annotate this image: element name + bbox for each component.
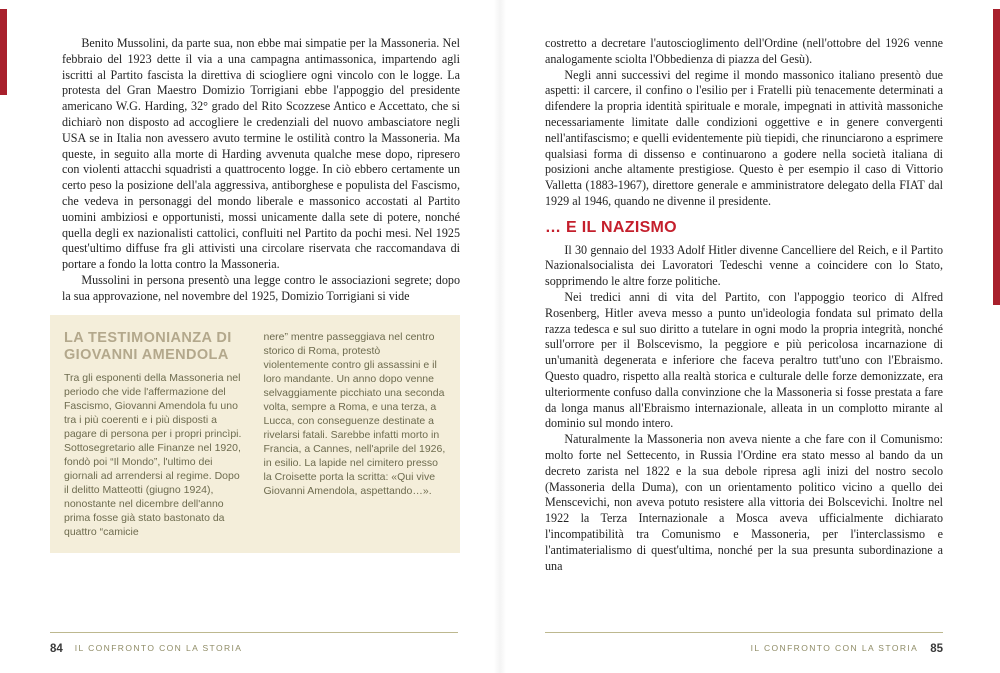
right-page-text-column <box>545 36 943 574</box>
sidebar-column-1 <box>64 330 247 539</box>
paragraph: Mussolini in persona presentò una legge contro le associazioni segrete; dopo la sua approvazione, nel novembre del 1925, Domizio Torrigiani si vide <box>62 272 460 303</box>
paragraph: costretto a decretare l'autoscioglimento dell'Ordine (nell'ottobre del 1926 venne analogamente sciolta l'Obbedienza di piazza del Gesù). <box>545 36 943 66</box>
paragraph: Benito Mussolini, da parte sua, non ebbe mai simpatie per la Massoneria. Nel febbraio del 1923 dette il via a una campagna antimassonica, impartendo agli iscritti al Partito fascista la direttiva di sciogliere ogni vincolo con le logge. La protesta del Gran Maestro Domizio Torrigiani ebbe l'appoggio del presidente americano W.G. Harding, 32° grado del Rito Scozzese Antico e Accettato, che si dichiarò non disposto ad accogliere le credenziali del nuovo ambasciatore negli USA se in Italia non avessero avuto termine le ostilità contro la Massoneria. Ma queste, in seguito alla morte di Harding avvenuta qualche mese dopo, ripresero con violenti attacchi squadristi a quattrocento logge. In ciò ebbero certamente un certo peso la posizione dell'ala aggressiva, antiborghese e populista del Fascismo, che vedeva in personaggi del mondo liberale e massonico accostati al Partito uomini ambiziosi e opportunisti, mossi unicamente dalla sete di potere, nonché quella degli ex nazionalisti cattolici, confluiti nel Partito da pochi mesi. Nel 1925 quest'ultimo diffuse fra gli attivisti una circolare riservata che raccomandava di portare a fondo la lotta contro la Massoneria. <box>62 36 460 272</box>
amendola-testimony-sidebar <box>50 315 460 553</box>
sidebar-column-2 <box>264 330 447 539</box>
running-footer-label: IL CONFRONTO CON LA STORIA <box>74 643 243 653</box>
paragraph: Naturalmente la Massoneria non aveva niente a che fare con il Comunismo: molto forte nel Settecento, in Russia l'Ordine era stato messo al bando da un decreto zarista nel 1822 e la sua debole ripresa agli inizi del nostro secolo (Massoneria della Duma), con un orientamento politico vicino a quello dei Menscevichi, non aveva potuto resistere alla vittoria dei Bolscevichi. Inoltre nel 1922 la Terza Internazionale a Mosca aveva ufficialmente dichiarato l'incompatibilità tra Comunismo e Massoneria, per l'interclassismo e l'antimaterialismo di quest'ultima, nonché per la sua presunta subordinazione a una <box>545 432 943 573</box>
right-page-footer <box>545 639 943 657</box>
section-heading-nazismo: … E IL NAZISMO <box>545 218 677 236</box>
paragraph: Negli anni successivi del regime il mondo massonico italiano presentò due aspetti: il carcere, il confino o l'esilio per i Fratelli più tenacemente determinati a difendere la propria identità spirituale e morale, impegnati in attività massoniche necessariamente limitate dalle condizioni oggettive e in genere convergenti nell'antifascismo; e quelli evidentemente più tiepidi, che rinunciarono a esprimere qualsiasi forma di dissenso e continuarono a godere nella società italiana di posizioni anche altamente prestigiose. Questo è per esempio il caso di Vittorio Valletta (1883-1967), direttore generale e amministratore delegato della FIAT dal 1929 al 1946, quando ne divenne il presidente. <box>545 67 943 208</box>
page-number: 84 <box>50 643 63 655</box>
right-edge-red-tab <box>993 9 1000 305</box>
left-page-footer <box>50 639 242 657</box>
left-page-text-column <box>62 36 460 553</box>
page-number: 85 <box>930 643 943 655</box>
left-footer-rule <box>50 632 458 633</box>
paragraph: Nei tredici anni di vita del Partito, con l'appoggio teorico di Alfred Rosenberg, Hitler aveva messo a punto un'ideologia fondata sul primato della razza tedesca e sul suo diritto a tutelare in ogni modo la propria integrità, nonché sull'orrore per il Bolscevismo, la peggiore e più pericolosa incarnazione di un'umanità degenerata e inferiore che faceva peraltro tutt'uno con l'Ebraismo. Questo quadro, rispetto alla realtà storica e culturale delle forze demonizzate, era ulteriormente confuso dalla convinzione che la Massoneria si fosse prestata a fare da longa manus all'Ebraismo internazionale, alleata in un complotto mirante al dominio sul mondo intero. <box>545 289 943 431</box>
sidebar-text: Tra gli esponenti della Massoneria nel periodo che vide l'affermazione del Fascismo, Giovanni Amendola fu uno tra i più coerenti e i più disposti a pagare di persona per i propri princìpi. Sottosegretario alle Finanze nel 1920, fondò poi “Il Mondo”, l'ultimo dei giornali ad arrendersi al regime. Dopo il delitto Matteotti (giugno 1924), nonostante nel dicembre dell'anno prima fosse già stato bastonato da quattro “camicie <box>64 371 242 538</box>
page-gutter <box>494 0 506 673</box>
right-footer-rule <box>545 632 943 633</box>
left-edge-red-tab <box>0 9 7 95</box>
paragraph: Il 30 gennaio del 1933 Adolf Hitler divenne Cancelliere del Reich, e il Partito Nazionalsocialista dei Lavoratori Tedeschi venne a coincidere con lo Stato, sopprimendo le altre forze politiche. <box>545 242 943 289</box>
running-footer-label: IL CONFRONTO CON LA STORIA <box>750 643 919 653</box>
sidebar-text: nere” mentre passeggiava nel centro storico di Roma, protestò violentemente contro gli assassini e il loro mandante. Un anno dopo venne selvaggiamente picchiato una seconda volta, sempre a Roma, e una terza, a Lucca, con conseguenze destinate a rivelarsi fatali. Sarebbe infatti morto in Francia, a Cannes, nell'aprile del 1926, in esilio. La lapide nel cimitero presso la Croisette porta la scritta: «Qui vive Giovanni Amendola, aspettando…». <box>263 330 446 497</box>
sidebar-title: LA TESTIMONIANZA DI GIOVANNI AMENDOLA <box>64 329 232 363</box>
